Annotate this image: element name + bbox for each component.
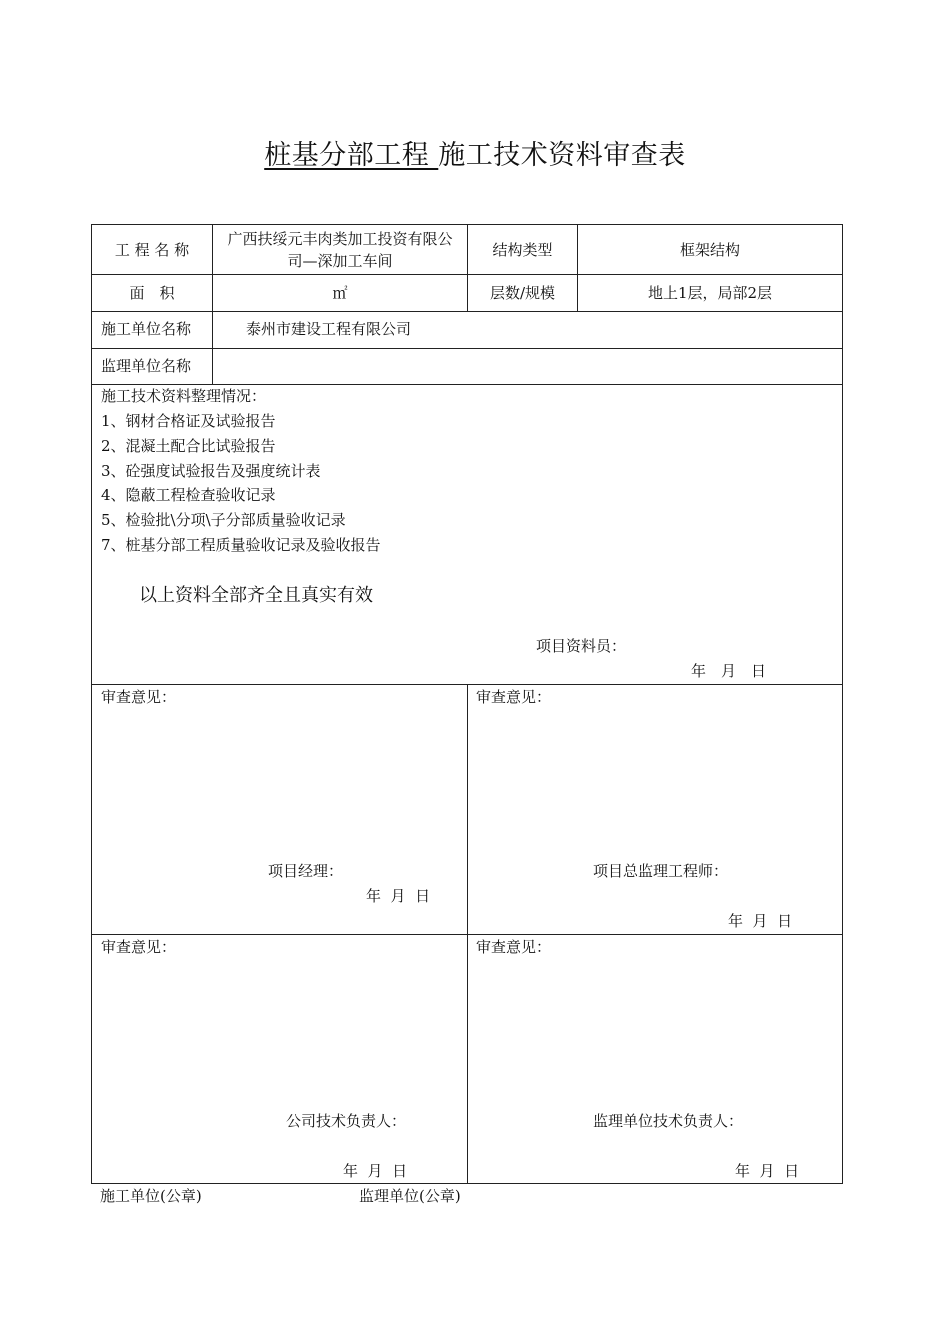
materials-item: 2、混凝土配合比试验报告 — [101, 437, 276, 455]
materials-item: 7、桩基分部工程质量验收记录及验收报告 — [101, 536, 381, 554]
review-signer: 公司技术负责人： — [286, 1112, 407, 1130]
review-opinion-label: 审查意见： — [476, 938, 552, 956]
review-date: 年 月 日 — [366, 887, 431, 905]
review-opinion-label: 审查意见： — [101, 938, 177, 956]
floors-label: 层数/规模 — [489, 284, 556, 302]
review-opinion-label: 审查意见： — [101, 688, 177, 706]
materials-date: 年 月 日 — [691, 662, 767, 680]
review-signer: 项目经理： — [268, 862, 344, 880]
contractor-label: 施工单位名称 — [101, 320, 192, 338]
review-table — [91, 224, 843, 1184]
page-title — [0, 133, 950, 172]
materials-item: 1、钢材合格证及试验报告 — [101, 412, 276, 430]
review-date: 年 月 日 — [343, 1162, 408, 1180]
materials-item: 3、砼强度试验报告及强度统计表 — [101, 462, 321, 480]
project-name-value: 广西扶绥元丰肉类加工投资有限公司—深加工车间 — [227, 229, 453, 270]
review-signer: 监理单位技术负责人： — [593, 1112, 744, 1130]
supervisor-label: 监理单位名称 — [101, 357, 192, 375]
materials-item: 4、隐蔽工程检查验收记录 — [101, 486, 276, 504]
supervisor-seal: 监理单位(公章) — [359, 1187, 461, 1205]
materials-item: 5、检验批\分项\子分部质量验收记录 — [101, 511, 346, 529]
area-label: 面 积 — [129, 284, 175, 302]
project-name-label: 工 程 名 称 — [114, 240, 190, 259]
review-date: 年 月 日 — [735, 1162, 800, 1180]
area-value: ㎡ — [332, 284, 348, 302]
review-opinion-label: 审查意见： — [476, 688, 552, 706]
contractor-seal: 施工单位(公章) — [100, 1187, 202, 1205]
contractor-value: 泰州市建设工程有限公司 — [246, 320, 412, 338]
structure-type-label: 结构类型 — [492, 240, 553, 259]
review-date: 年 月 日 — [728, 912, 793, 930]
materials-signer: 项目资料员： — [536, 637, 627, 655]
title-underlined: 桩基分部工程 — [264, 140, 439, 171]
review-signer: 项目总监理工程师： — [593, 862, 729, 880]
materials-heading: 施工技术资料整理情况： — [101, 387, 267, 405]
title-main: 施工技术资料审查表 — [438, 140, 686, 171]
materials-conclusion: 以上资料全部齐全且真实有效 — [139, 585, 373, 606]
structure-type-value: 框架结构 — [679, 240, 740, 259]
floors-value: 地上1层，局部2层 — [647, 284, 773, 302]
